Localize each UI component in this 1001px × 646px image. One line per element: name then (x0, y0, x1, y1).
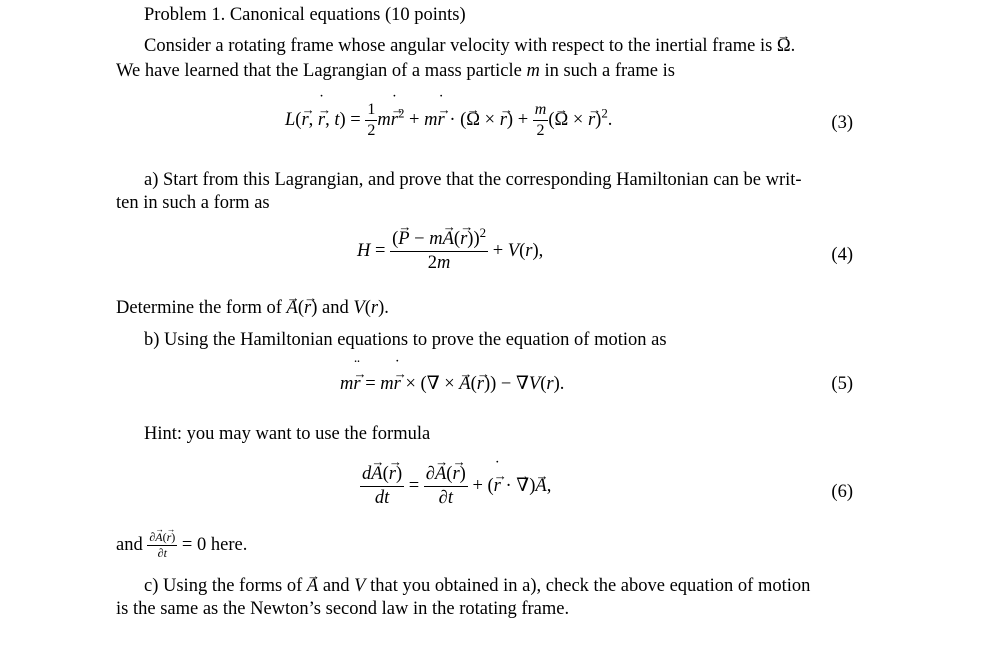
equation-5-number: (5) (831, 374, 853, 394)
part-b-line-1: b) Using the Hamiltonian equations to prove the equation of motion as (144, 330, 667, 350)
intro-text-2-end: in such a frame is (544, 61, 675, 81)
equation-5: m→ r ¨ = m→ r ˙ × (∇ × → A(→ r)) − ∇V(r). (340, 375, 564, 394)
omega-symbol: → Ω (777, 37, 791, 56)
determine-text: Determine the form of (116, 298, 282, 318)
part-a-line-1: a) Start from this Lagrangian, and prove that the corresponding Hamiltonian can be writ- (144, 170, 802, 190)
equation-6-number: (6) (831, 482, 853, 502)
equation-3-number: (3) (831, 113, 853, 133)
determine-and: and (322, 298, 349, 318)
intro-text-1: Consider a rotating frame whose angular velocity with respect to the inertial frame is (144, 36, 773, 56)
part-c-suffix: that you obtained in a), check the above equation of motion (370, 576, 811, 596)
part-c-and: and (322, 576, 350, 596)
equation-4: H = $\frac{(\to P - m\to A(\to r))^2}{2m}$ + V(r), (357, 228, 543, 275)
determine-line: Determine the form of → A(→ r) and V(r). (116, 299, 389, 318)
equation-3: L(→ r, → r ˙, t) = $\frac{1}{2}$ m→ r ˙$^2$ + m→ r ˙ · (→ Ω × → r) + $\frac{m}{2}$ (→ Ω × → r)$^2$. (285, 100, 612, 141)
and-text: and (116, 534, 143, 555)
hint-line: Hint: you may want to use the formula (144, 424, 431, 444)
equation-4-number: (4) (831, 245, 853, 265)
part-a-line-2: ten in such a form as (116, 193, 270, 213)
problem-title: Problem 1. Canonical equations (10 points) (144, 5, 466, 25)
intro-line-2: We have learned that the Lagrangian of a mass particle m in such a frame is (116, 61, 675, 81)
intro-line-1: Consider a rotating frame whose angular velocity with respect to the inertial frame is → Ω. (144, 37, 795, 56)
part-c-prefix: c) Using the forms of (144, 576, 303, 596)
zero-here-text: = 0 here. (181, 534, 248, 555)
part-c-line-2: is the same as the Newton’s second law in the rotating frame. (116, 599, 570, 619)
part-c-line-1: c) Using the forms of → A and V that you obtained in a), check the above equation of motion (144, 577, 810, 596)
equation-6: $\frac{d\to A(\to r)}{dt}$ = $\frac{\partial\to A(\to r)}{\partial t}$ + (→ r ˙ · → ∇)→ A, (360, 463, 551, 510)
intro-text-2: We have learned that the Lagrangian of a mass particle (116, 61, 522, 81)
partial-zero-line: and $\frac{\partial\to A(\to r)}{\partial t}$ = 0 here. (116, 530, 247, 561)
